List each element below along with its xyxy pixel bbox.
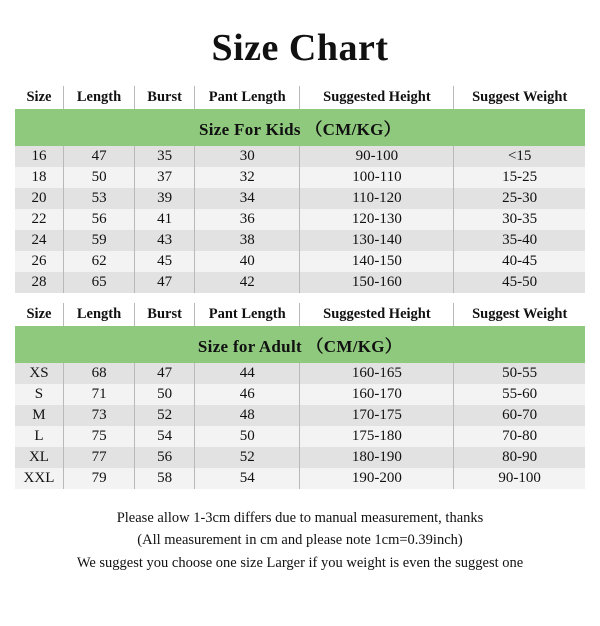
- cell-size: 28: [15, 272, 63, 293]
- adult-col-size: Size: [15, 303, 63, 326]
- cell-burst: 39: [135, 188, 195, 209]
- cell-size: S: [15, 384, 63, 405]
- kids-size-table: [15, 86, 585, 293]
- cell-pant-length: 46: [195, 384, 300, 405]
- cell-pant-length: 34: [195, 188, 300, 209]
- adult-header-row: [15, 303, 585, 326]
- kids-col-pant-length: Pant Length: [195, 86, 300, 109]
- cell-height: 110-120: [300, 188, 454, 209]
- kids-col-length: Length: [63, 86, 134, 109]
- cell-size: XXL: [15, 468, 63, 489]
- cell-length: 50: [63, 167, 134, 188]
- cell-weight: 60-70: [454, 405, 585, 426]
- adult-column-header: [15, 303, 585, 326]
- cell-length: 53: [63, 188, 134, 209]
- cell-size: 22: [15, 209, 63, 230]
- cell-burst: 45: [135, 251, 195, 272]
- adult-table-body: [15, 363, 585, 489]
- table-row: [15, 146, 585, 167]
- cell-weight: 90-100: [454, 468, 585, 489]
- kids-section-header-row: [15, 109, 585, 146]
- cell-burst: 56: [135, 447, 195, 468]
- adult-col-length: Length: [63, 303, 134, 326]
- cell-length: 65: [63, 272, 134, 293]
- cell-length: 68: [63, 363, 134, 384]
- adult-col-burst: Burst: [135, 303, 195, 326]
- table-row: [15, 468, 585, 489]
- cell-length: 47: [63, 146, 134, 167]
- cell-burst: 35: [135, 146, 195, 167]
- cell-pant-length: 40: [195, 251, 300, 272]
- cell-burst: 54: [135, 426, 195, 447]
- cell-length: 75: [63, 426, 134, 447]
- cell-size: L: [15, 426, 63, 447]
- cell-pant-length: 44: [195, 363, 300, 384]
- cell-weight: 70-80: [454, 426, 585, 447]
- cell-length: 79: [63, 468, 134, 489]
- cell-length: 77: [63, 447, 134, 468]
- cell-length: 71: [63, 384, 134, 405]
- table-row: [15, 426, 585, 447]
- cell-weight: 25-30: [454, 188, 585, 209]
- cell-weight: 45-50: [454, 272, 585, 293]
- cell-size: 16: [15, 146, 63, 167]
- table-row: [15, 447, 585, 468]
- adult-section-title: Size for Adult （CM/KG）: [15, 326, 585, 363]
- cell-height: 190-200: [300, 468, 454, 489]
- cell-weight: 55-60: [454, 384, 585, 405]
- cell-burst: 47: [135, 363, 195, 384]
- cell-height: 175-180: [300, 426, 454, 447]
- kids-section-title: Size For Kids （CM/KG）: [15, 109, 585, 146]
- table-row: [15, 167, 585, 188]
- table-row: [15, 363, 585, 384]
- cell-weight: 30-35: [454, 209, 585, 230]
- cell-burst: 41: [135, 209, 195, 230]
- cell-height: 120-130: [300, 209, 454, 230]
- table-spacer: [0, 293, 600, 303]
- cell-weight: 80-90: [454, 447, 585, 468]
- adult-section-header-row: [15, 326, 585, 363]
- cell-weight: <15: [454, 146, 585, 167]
- cell-length: 59: [63, 230, 134, 251]
- adult-col-suggested-height: Suggested Height: [300, 303, 454, 326]
- cell-size: 26: [15, 251, 63, 272]
- adult-size-table: [15, 303, 585, 489]
- adult-col-suggest-weight: Suggest Weight: [454, 303, 585, 326]
- cell-burst: 50: [135, 384, 195, 405]
- cell-size: XS: [15, 363, 63, 384]
- measurement-notes: [30, 507, 570, 574]
- cell-pant-length: 48: [195, 405, 300, 426]
- cell-pant-length: 52: [195, 447, 300, 468]
- cell-size: M: [15, 405, 63, 426]
- cell-weight: 35-40: [454, 230, 585, 251]
- kids-col-suggested-height: Suggested Height: [300, 86, 454, 109]
- cell-length: 73: [63, 405, 134, 426]
- kids-col-size: Size: [15, 86, 63, 109]
- table-row: [15, 384, 585, 405]
- cell-height: 160-165: [300, 363, 454, 384]
- kids-col-suggest-weight: Suggest Weight: [454, 86, 585, 109]
- kids-table-body: [15, 146, 585, 293]
- kids-header-row: [15, 86, 585, 109]
- cell-length: 62: [63, 251, 134, 272]
- table-row: [15, 230, 585, 251]
- cell-pant-length: 50: [195, 426, 300, 447]
- note-line-2: (All measurement in cm and please note 1cm=0.39inch): [137, 532, 463, 549]
- cell-burst: 47: [135, 272, 195, 293]
- cell-burst: 37: [135, 167, 195, 188]
- kids-col-burst: Burst: [135, 86, 195, 109]
- cell-pant-length: 54: [195, 468, 300, 489]
- cell-weight: 15-25: [454, 167, 585, 188]
- cell-weight: 50-55: [454, 363, 585, 384]
- cell-height: 180-190: [300, 447, 454, 468]
- note-line-1: Please allow 1-3cm differs due to manual measurement, thanks: [116, 510, 484, 526]
- cell-size: 18: [15, 167, 63, 188]
- cell-pant-length: 42: [195, 272, 300, 293]
- cell-size: 20: [15, 188, 63, 209]
- cell-pant-length: 36: [195, 209, 300, 230]
- note-line-3: We suggest you choose one size Larger if you weight is even the suggest one: [76, 554, 524, 571]
- kids-column-header: [15, 86, 585, 109]
- cell-weight: 40-45: [454, 251, 585, 272]
- adult-size-table-wrapper: [15, 303, 585, 489]
- table-row: [15, 272, 585, 293]
- kids-size-table-wrapper: [15, 86, 585, 293]
- table-row: [15, 188, 585, 209]
- cell-height: 100-110: [300, 167, 454, 188]
- cell-height: 170-175: [300, 405, 454, 426]
- cell-length: 56: [63, 209, 134, 230]
- page-title: Size Chart: [211, 27, 389, 69]
- adult-col-pant-length: Pant Length: [195, 303, 300, 326]
- cell-height: 140-150: [300, 251, 454, 272]
- cell-burst: 43: [135, 230, 195, 251]
- cell-pant-length: 30: [195, 146, 300, 167]
- table-row: [15, 209, 585, 230]
- cell-height: 130-140: [300, 230, 454, 251]
- cell-burst: 52: [135, 405, 195, 426]
- size-chart-page: [0, 26, 600, 626]
- cell-height: 160-170: [300, 384, 454, 405]
- cell-pant-length: 32: [195, 167, 300, 188]
- table-row: [15, 251, 585, 272]
- cell-size: 24: [15, 230, 63, 251]
- cell-pant-length: 38: [195, 230, 300, 251]
- table-row: [15, 405, 585, 426]
- cell-size: XL: [15, 447, 63, 468]
- cell-burst: 58: [135, 468, 195, 489]
- cell-height: 90-100: [300, 146, 454, 167]
- cell-height: 150-160: [300, 272, 454, 293]
